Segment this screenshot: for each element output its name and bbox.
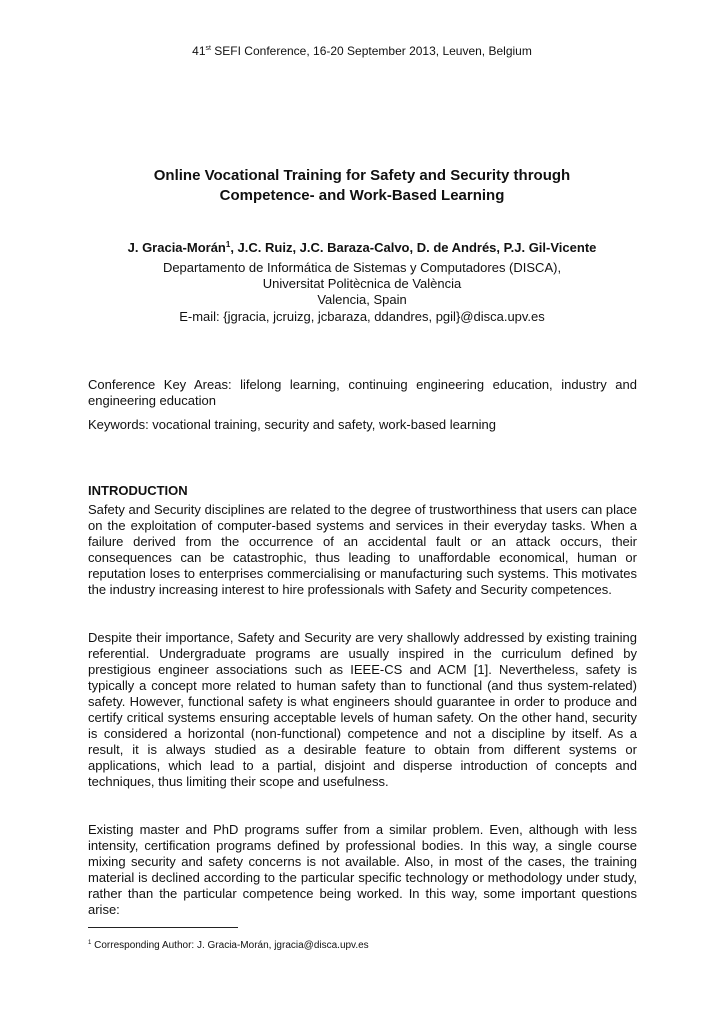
conference-ordinal: st (205, 45, 211, 52)
affiliation-university: Universitat Politècnica de València (262, 276, 462, 291)
footnote-text: Corresponding Author: J. Gracia-Morán, jgracia@disca.upv.es (91, 940, 369, 951)
intro-paragraph-1: Safety and Security disciplines are related to the degree of trustworthiness that users can place on the exploitation of computer-based systems and services in their everyday tasks. When a failure derived from the occurrence of an accidental fault or an attack occurs, their consequences can be catastrophic, thus leading to unaffordable economical, human or reputation loses to enterprises commercialising or manufacturing such systems. This motivates the industry increasing interest to hire professionals with Safety and Security competences. (88, 502, 637, 597)
first-author: J. Gracia-Morán (127, 240, 226, 255)
title-line-1: Online Vocational Training for Safety and Security through (153, 167, 571, 184)
conference-key-areas: Conference Key Areas: lifelong learning, continuing engineering education, industry and engineering education (88, 377, 637, 408)
paper-title (80, 166, 644, 206)
author-footnote-mark: 1 (225, 240, 231, 249)
conference-info: SEFI Conference, 16-20 September 2013, Leuven, Belgium (210, 44, 532, 58)
footnote-mark: 1 (88, 940, 92, 946)
keywords: Keywords: vocational training, security and safety, work-based learning (88, 417, 497, 432)
other-authors: , J.C. Ruiz, J.C. Baraza-Calvo, D. de Andrés, P.J. Gil-Vicente (230, 240, 597, 255)
running-header (0, 44, 724, 58)
intro-paragraph-2: Despite their importance, Safety and Security are very shallowly addressed by existing training referential. Undergraduate programs are usually inspired in the curriculum defined by prestigious engineer associations such as IEEE-CS and ACM [1]. Nevertheless, safety is typically a concept more related to human safety than to functional (and thus system-related) safety. However, functional safety is what engineers should guarantee in order to produce and certify critical systems ensuring acceptable levels of human safety. On the other hand, security is considered a horizontal (non-functional) competence and not a discipline by itself. As a result, it is always studied as a desirable feature to obtain from different systems or applications, which lead to a partial, disjoint and disperse introduction of concepts and techniques, thus limiting their scope and usefulness. (88, 630, 637, 789)
footnote (88, 940, 648, 951)
affiliation-department: Departamento de Informática de Sistemas y Computadores (DISCA), (162, 260, 562, 275)
footnote-divider (88, 927, 238, 928)
author-list (60, 240, 664, 255)
intro-paragraph-3: Existing master and PhD programs suffer from a similar problem. Even, although with less intensity, certification programs defined by professional bodies. In this way, a single course mixing security and safety concerns is not available. Also, in most of the cases, the training material is declined according to the particular specific technology or methodology under study, rather than the particular competence being worked. In this way, some important questions arise: (88, 822, 637, 917)
affiliation-location: Valencia, Spain (317, 292, 407, 307)
introduction-heading: INTRODUCTION (88, 483, 188, 498)
title-line-2: Competence- and Work-Based Learning (219, 187, 505, 204)
conference-number: 41 (192, 44, 206, 58)
author-emails: E-mail: {jgracia, jcruizg, jcbaraza, ddandres, pgil}@disca.upv.es (179, 309, 545, 324)
